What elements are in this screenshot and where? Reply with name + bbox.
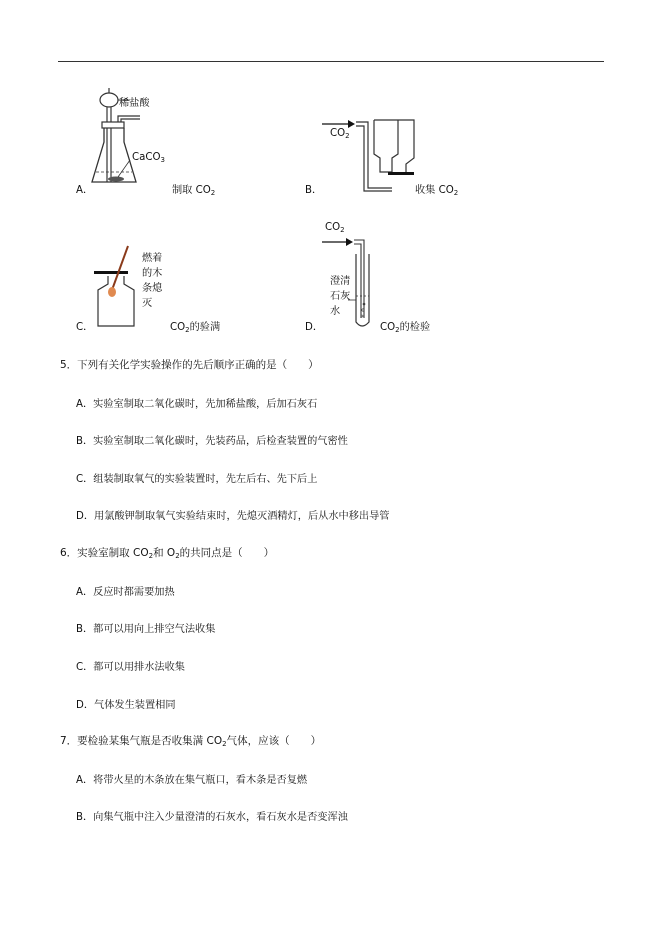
caption-d: $CO_2$的检验 xyxy=(380,322,431,334)
label-dilute-hcl: 稀盐酸 xyxy=(119,98,150,109)
arrow-label-co2-d: $CO_2$ xyxy=(325,222,345,234)
question-5-option-c[interactable]: C．组装制取氧气的实验装置时，先左后右、先下后上 xyxy=(76,474,318,485)
question-5-option-a[interactable]: A．实验室制取二氧化碳时，先加稀盐酸，后加石灰石 xyxy=(76,399,318,410)
question-5-option-d[interactable]: D．用氯酸钾制取氧气实验结束时，先熄灭酒精灯，后从水中移出导管 xyxy=(76,511,390,522)
apparatus-c-diagram xyxy=(90,244,150,330)
caption-a: 制取 $CO_2$ xyxy=(172,185,216,197)
arrow-label-co2-b: $CO_2$ xyxy=(330,128,350,140)
question-7-option-b[interactable]: B．向集气瓶中注入少量澄清的石灰水，看石灰水是否变浑浊 xyxy=(76,812,348,823)
option-a-letter: A． xyxy=(76,185,94,196)
question-5-option-b[interactable]: B．实验室制取二氧化碳时，先装药品，后检查装置的气密性 xyxy=(76,436,348,447)
caption-b: 收集 $CO_2$ xyxy=(415,185,459,197)
option-c-letter: C． xyxy=(76,322,94,333)
question-6-option-b[interactable]: B．都可以用向上排空气法收集 xyxy=(76,624,216,635)
question-7-option-a[interactable]: A．将带火星的木条放在集气瓶口，看木条是否复燃 xyxy=(76,775,308,786)
option-d-letter: D． xyxy=(305,322,324,333)
label-caco3: CaCO$_3$ xyxy=(132,152,165,164)
question-5-stem: 5．下列有关化学实验操作的先后顺序正确的是（ ） xyxy=(60,359,319,371)
note-limewater: 澄清 石灰 水 xyxy=(330,276,351,317)
question-6-option-d[interactable]: D．气体发生装置相同 xyxy=(76,700,176,711)
question-7-stem: 7．要检验某集气瓶是否收集满 $CO_2$气体，应该（ ） xyxy=(60,735,322,748)
question-6-stem: 6．实验室制取 $CO_2$和 $O_2$的共同点是（ ） xyxy=(60,547,275,560)
question-6-option-a[interactable]: A．反应时都需要加热 xyxy=(76,587,175,598)
header-rule xyxy=(58,61,604,62)
caption-c: $CO_2$的验满 xyxy=(170,322,221,334)
apparatus-b-diagram xyxy=(320,114,420,194)
question-6-option-c[interactable]: C．都可以用排水法收集 xyxy=(76,662,185,673)
note-stick-extinguished: 燃着 的木 条熄 灭 xyxy=(142,253,163,309)
option-b-letter: B． xyxy=(305,185,323,196)
